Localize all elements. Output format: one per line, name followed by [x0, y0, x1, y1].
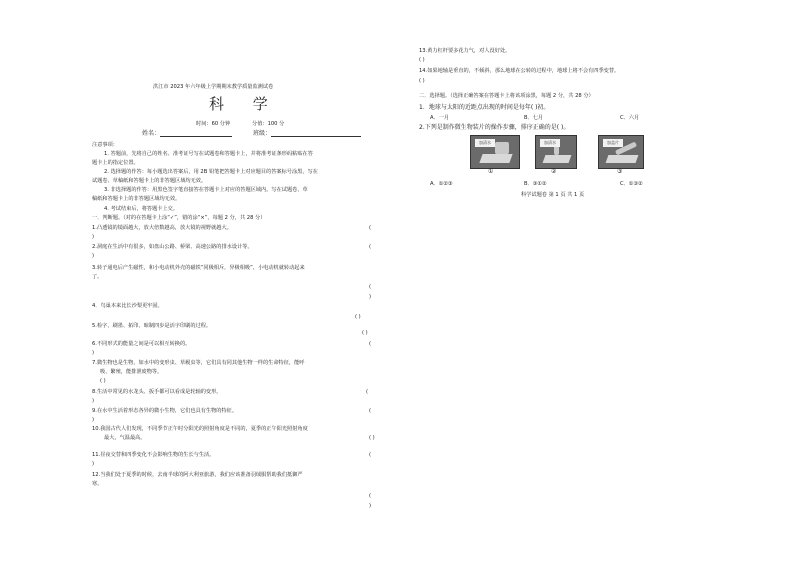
- class-label: 班级：: [253, 130, 272, 137]
- option-b: B．七月: [524, 115, 544, 121]
- answer-paren-close: ): [369, 294, 372, 300]
- step-photo-3: [598, 135, 644, 169]
- step-photo-1: [470, 135, 520, 169]
- photo-label: 加盖片: [603, 139, 623, 147]
- name-field: [142, 130, 232, 137]
- answer-paren-open: (: [366, 389, 369, 395]
- answer-paren-blank: ( ): [362, 330, 368, 336]
- question-2: 2.洞庭在生活中有很多，如盘山公路、桥梁、高速公路的排水设计等。: [92, 244, 253, 250]
- notes-line: 稿纸和答题卡上的非答题区域均无效。: [92, 196, 181, 202]
- page-footer: 科学试题卷 第 1 页 共 1 页: [521, 192, 585, 198]
- photo-label: 加清水: [475, 139, 495, 147]
- question-7-cont: 吸、繁殖，能排泄废物等。: [100, 369, 163, 375]
- answer-paren-close: ): [369, 503, 372, 509]
- question-10: 10.我国古代人们发现，不同季节正午时分阳光的照射角度是不同的，夏季的正午阳光照射角度: [92, 426, 308, 432]
- question-13: 13.黄力杠杆要多花力气，对人没好处。: [419, 48, 511, 54]
- answer-paren-open: (: [369, 493, 372, 499]
- answer-paren-blank: ( ): [419, 57, 425, 63]
- notes-line: 2. 选择题的作答：每小题选出答案后，用 2B 铅笔把答题卡上对应题目的答案标号涂黑，写在: [104, 169, 318, 175]
- answer-paren-open: (: [369, 408, 372, 414]
- subject-title: 科 学: [209, 95, 280, 113]
- notes-line: 试题卷、草稿纸和答题卡上的非答题区域均无效。: [92, 178, 207, 184]
- notes-line: 题卡上的指定位置。: [92, 160, 139, 166]
- question-9: 9.在水中生活着形态各异的微小生物，它们也具有生物的特征。: [92, 408, 238, 414]
- answer-paren-open: (: [369, 341, 372, 347]
- section-one-heading: 一．判断题。（对的在答题卡上涂“✓”，错的涂“×”，每题 2 分，共 28 分）: [92, 215, 266, 221]
- option-a: A．①②③: [430, 181, 453, 187]
- answer-paren-open: (: [369, 225, 372, 231]
- answer-paren-blank: ( ): [369, 435, 375, 441]
- option-c: C．六月: [620, 115, 640, 121]
- slide-shape: [479, 154, 512, 163]
- notes-line: 3. 非选择题的作答：用黑色签字笔直接答在答题卡上对应的答题区域内。写在试题卷、草: [104, 187, 308, 193]
- question-12-cont: 寒。: [92, 481, 103, 487]
- option-c: C．①③②: [620, 181, 643, 187]
- photo-mark-1: ①: [488, 168, 494, 175]
- question-8: 8.生活中常见的水龙头、扳手都可以看成是轮轴的变形。: [92, 389, 222, 395]
- answer-paren-blank: ( ): [419, 78, 425, 84]
- question-4: 4．鸟巢本来比长沙梨更牢固。: [92, 303, 163, 309]
- answer-paren-close: ): [92, 398, 95, 404]
- class-underline: [271, 130, 361, 137]
- notes-line: 4. 考试结束后，将答题卡上交。: [104, 206, 179, 212]
- question-14: 14.如果地轴是垂直的，不倾斜，那么地球在公转的过程中，地球上将不会有四季变替。: [419, 68, 620, 74]
- answer-paren-close: ): [92, 461, 95, 467]
- question-5: 5.检字、刷墨、拓印、晾制四步是活字印刷的过程。: [92, 323, 212, 329]
- question-7: 7.微生物也是生物，如水中的变形虫、草履虫等，它们具有同其他生物一样的生命特征，能呼: [92, 360, 305, 366]
- answer-paren-close: ): [92, 253, 95, 259]
- score-info: 分值：100 分: [252, 121, 285, 127]
- question-3-cont: 了。: [92, 274, 103, 280]
- answer-paren-close: ): [92, 417, 95, 423]
- section-two-heading: 二．选择题。（选择正确答案在答题卡上将该项涂黑，每题 2 分，共 28 分）: [419, 93, 594, 99]
- option-a: A．一月: [430, 115, 450, 121]
- answer-paren-open: (: [369, 284, 372, 290]
- photo-label: 加清水: [540, 139, 560, 147]
- name-underline: [160, 130, 232, 137]
- answer-paren-close: ): [92, 234, 95, 240]
- time-info: 时间：60 分钟: [196, 121, 231, 127]
- answer-paren-blank: ( ): [100, 378, 106, 384]
- photo-mark-3: ③: [617, 168, 623, 175]
- question-12: 12.当我们处于夏季的时候，去南半球的阿大利亚旅游，我们应该准备羽绒服帮助我们抵御严: [92, 472, 303, 478]
- exam-title: 洪江市 2023 年六年级上学期期末教学质量监测试卷: [153, 84, 274, 90]
- question-10-cont: 最大，气温最高。: [104, 435, 146, 441]
- question-11: 11.昼夜交替和四季变化不会影响生物的生长与生活。: [92, 452, 215, 458]
- notes-heading: 注意事项：: [92, 142, 118, 148]
- slide-shape: [606, 155, 639, 163]
- answer-paren-open: (: [369, 452, 372, 458]
- question-1: 1.凸透镜的镜面越大，放大倍数越高，放大镜的视野就越大。: [92, 225, 232, 231]
- answer-paren-blank: ( ): [355, 314, 361, 320]
- name-label: 姓名：: [142, 130, 161, 137]
- question-6: 6.不同形式的能量之间是可以相互转换的。: [92, 341, 191, 347]
- question-3: 3.转子通电后产生磁性，和小电动机外壳的磁铁“同极相斥，异极相吸”，小电动机就转动起来: [92, 265, 305, 271]
- class-field: [253, 130, 361, 137]
- choice-question-1: 1．地球与太阳的近距点出现的时间是每年( )初。: [419, 104, 550, 111]
- dropper-shape: [495, 142, 509, 154]
- option-b: B．③①②: [524, 181, 547, 187]
- slide-shape: [543, 155, 572, 163]
- answer-paren-open: (: [369, 244, 372, 250]
- choice-question-2: 2.下列是制作微生物装片的操作步骤，排序正确的是( )。: [419, 124, 570, 131]
- step-photo-2: [535, 135, 577, 169]
- answer-paren-close: ): [92, 350, 95, 356]
- photo-mark-2: ②: [551, 168, 557, 175]
- notes-line: 1. 答题前，先将自己的姓名、准考证号写在试题卷和答题卡上，并将准考证条形码粘贴在答: [104, 151, 313, 157]
